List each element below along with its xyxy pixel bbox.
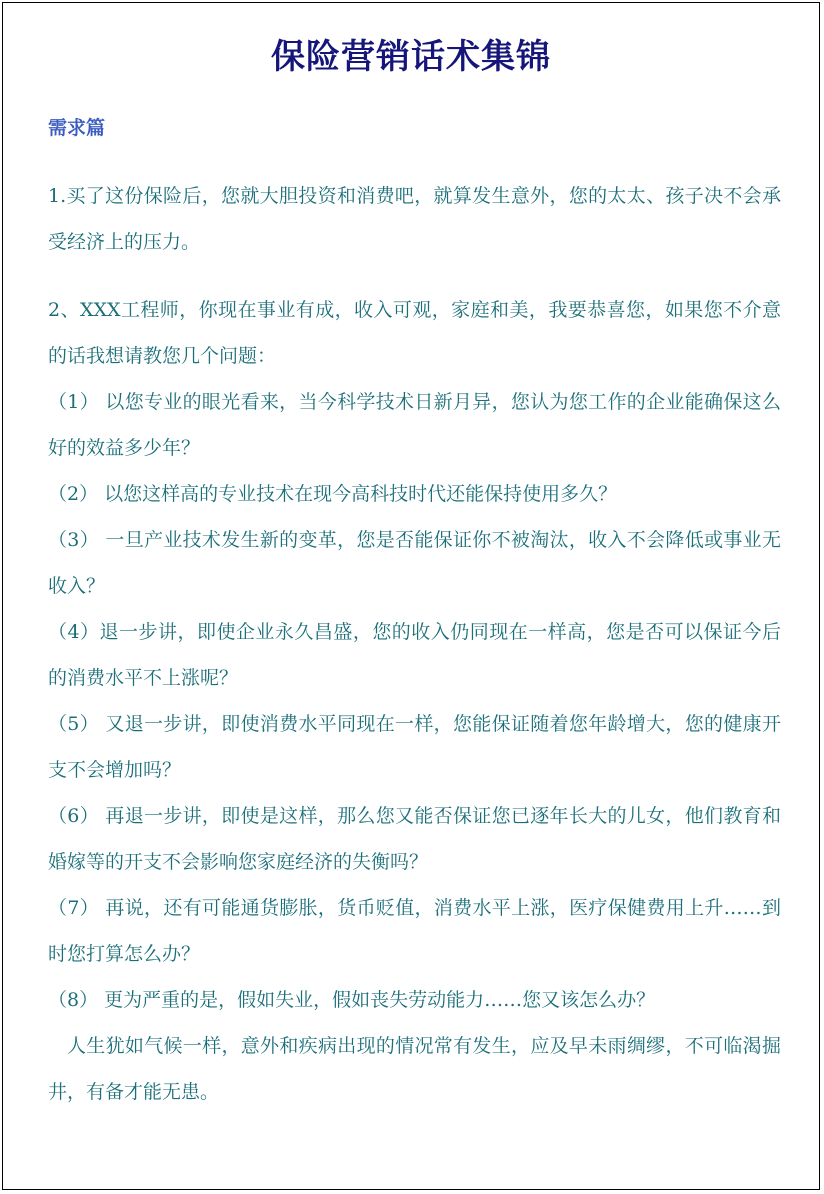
paragraph-1: 1.买了这份保险后，您就大胆投资和消费吧，就算发生意外，您的太太、孩子决不会承受经济上的压力。 [48,185,781,253]
closing-paragraph: 人生犹如气候一样，意外和疾病出现的情况常有发生，应及早未雨绸缪，不可临渴掘井，有备才能无患。 [48,1035,781,1103]
question-6: （6） 再退一步讲，即使是这样，那么您又能否保证您已逐年长大的儿女，他们教育和婚嫁等的开支不会影响您家庭经济的失衡吗？ [48,805,781,873]
document-page [2,2,820,1190]
question-5: （5） 又退一步讲，即使消费水平同现在一样，您能保证随着您年龄增大，您的健康开支不会增加吗？ [48,713,781,781]
paragraph-2: 2、XXX工程师，你现在事业有成，收入可观，家庭和美，我要恭喜您，如果您不介意的话我想请教您几个问题： [48,299,781,367]
document-body [48,173,781,1115]
question-4: （4）退一步讲，即使企业永久昌盛，您的收入仍同现在一样高，您是否可以保证今后的消费水平不上涨呢？ [48,621,781,689]
question-8: （8） 更为严重的是，假如失业，假如丧失劳动能力……您又该怎么办？ [48,989,656,1011]
question-2: （2） 以您这样高的专业技术在现今高科技时代还能保持使用多久？ [48,483,618,505]
paragraph-spacer [48,265,781,287]
question-7: （7） 再说，还有可能通货膨胀，货币贬值，消费水平上涨，医疗保健费用上升……到时您打算怎么办？ [48,897,781,965]
document-title: 保险营销话术集锦 [271,37,551,77]
question-3: （3） 一旦产业技术发生新的变革，您是否能保证你不被淘汰，收入不会降低或事业无收入？ [48,529,781,597]
section-heading: 需求篇 [48,117,106,139]
question-1: （1） 以您专业的眼光看来，当今科学技术日新月异，您认为您工作的企业能确保这么好的效益多少年？ [48,391,781,459]
